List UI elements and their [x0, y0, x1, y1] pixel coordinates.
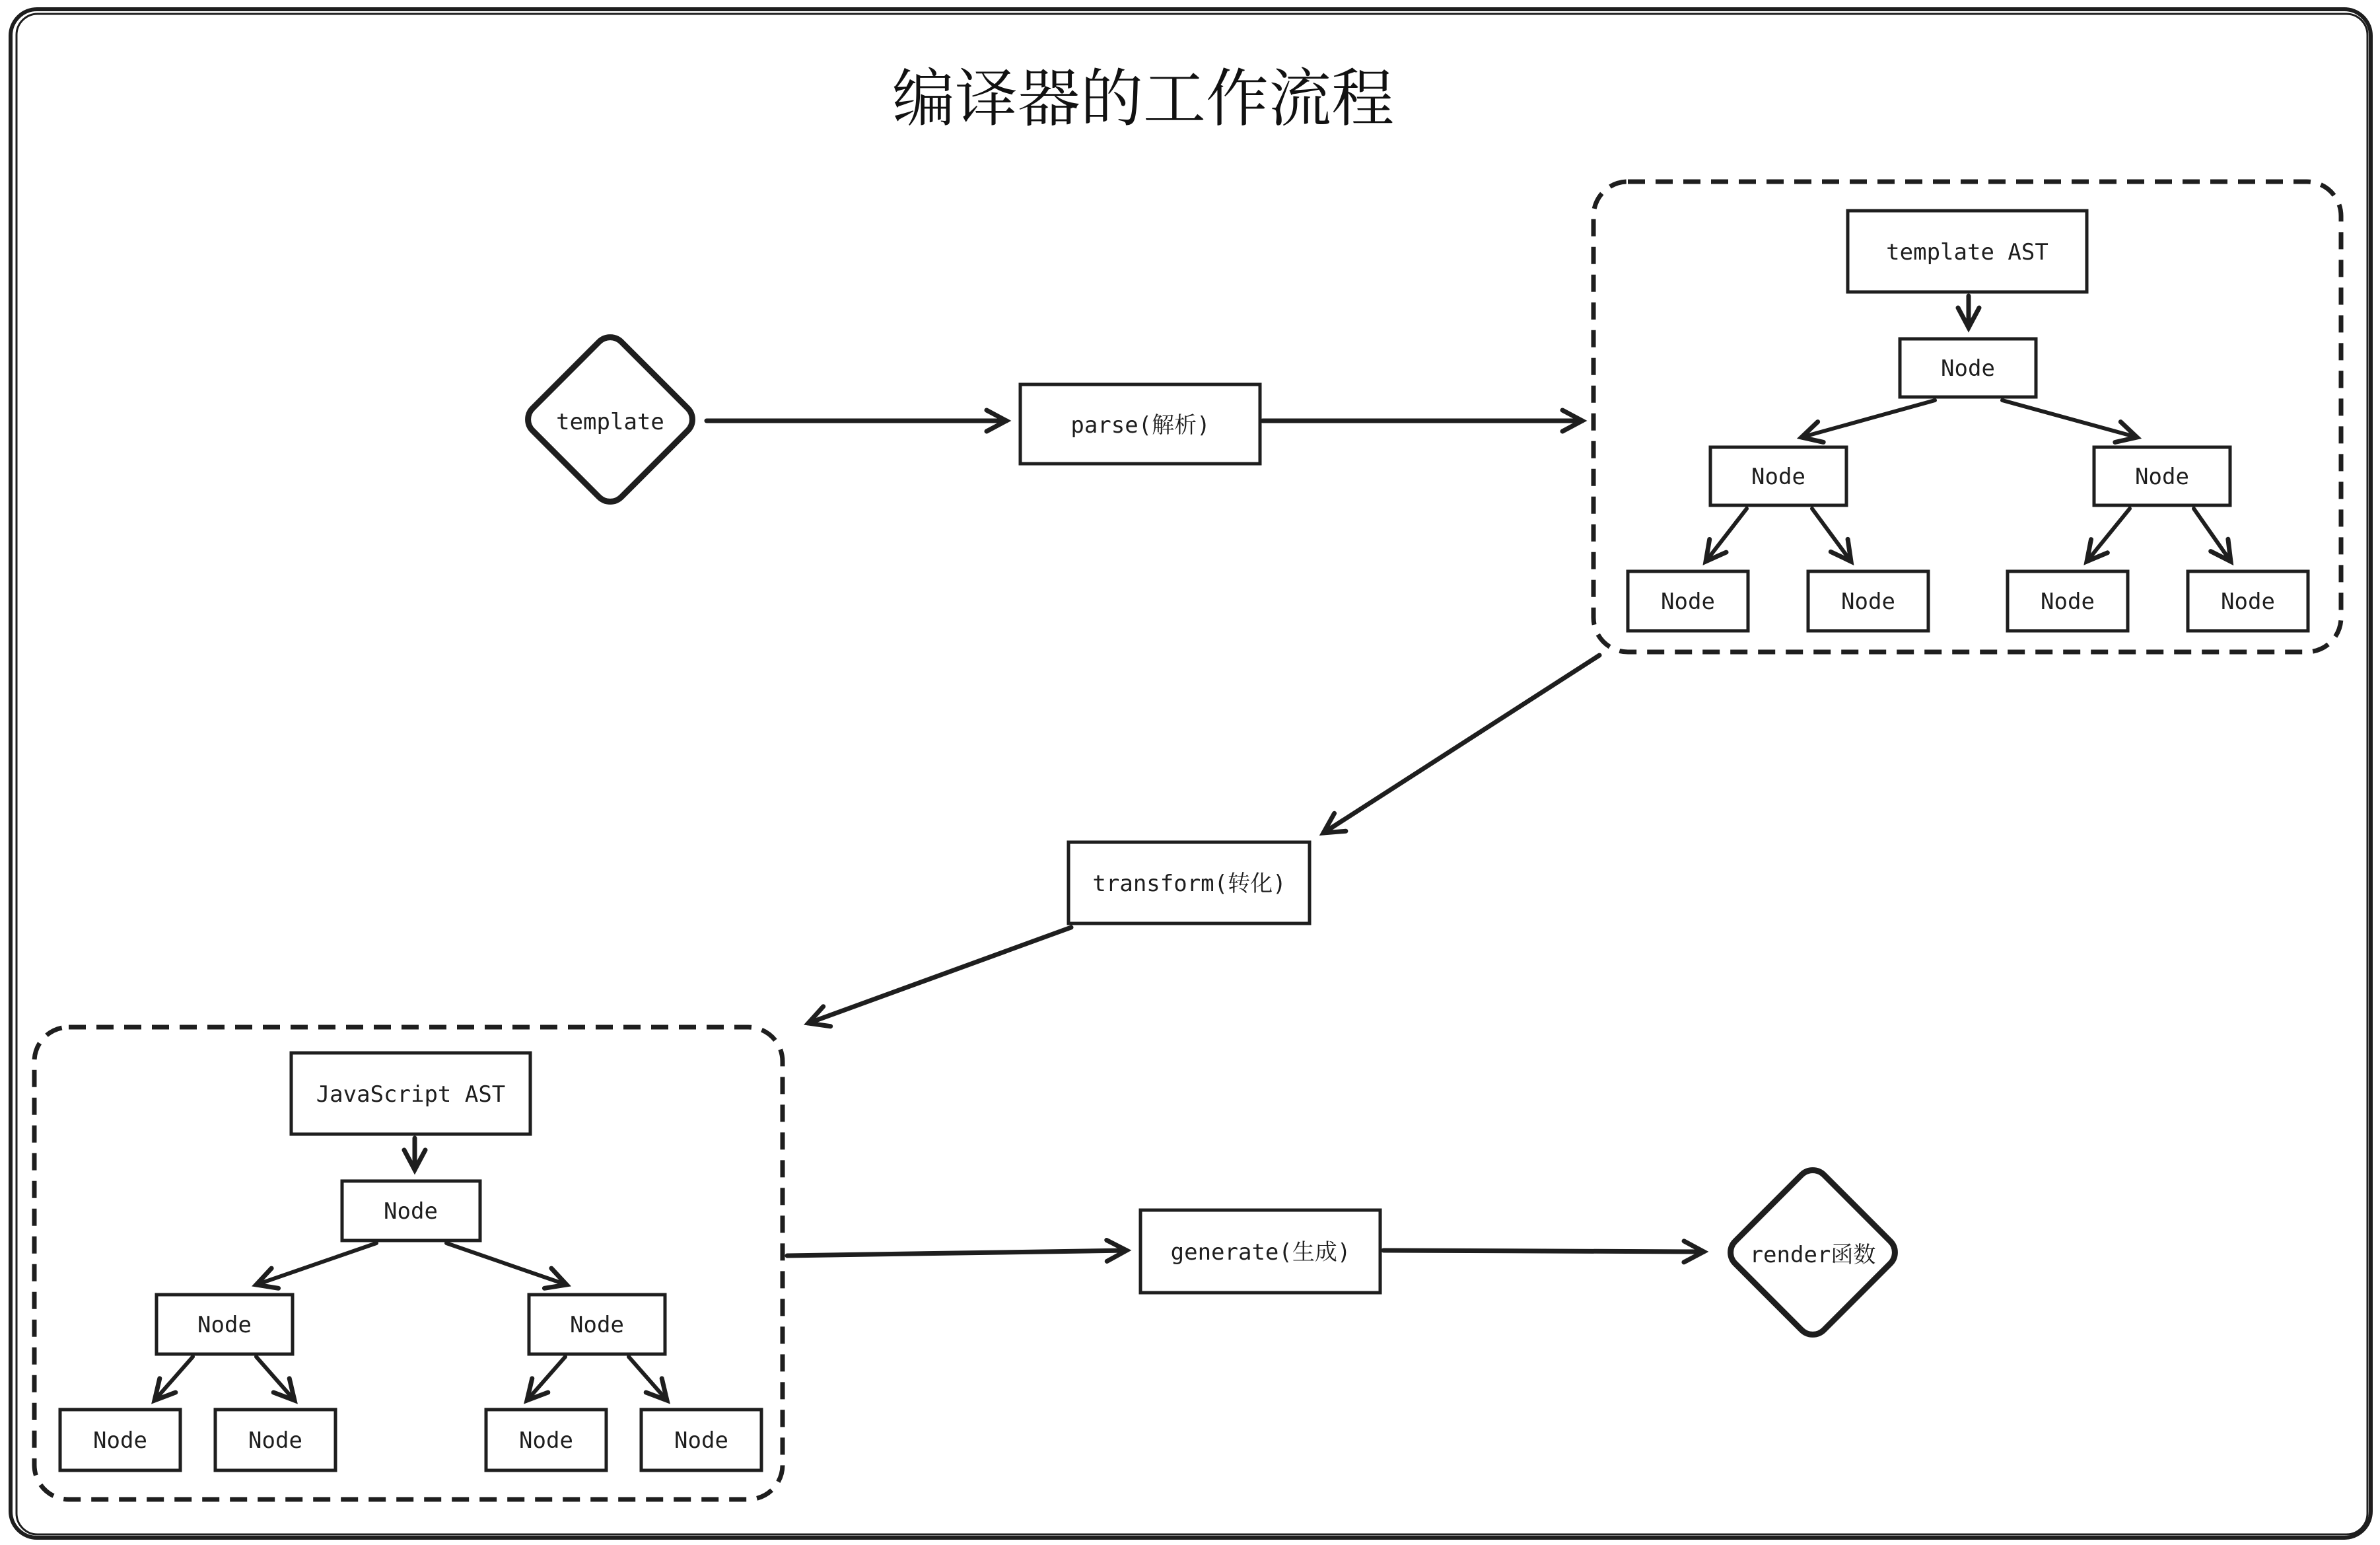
javascript-ast-right-label: Node [570, 1312, 624, 1338]
javascript-ast-group [34, 1027, 783, 1499]
render-diamond [1724, 1164, 1902, 1342]
page-title: 编译器的工作流程 [892, 63, 1395, 135]
javascript-ast-leaf4-label: Node [674, 1427, 728, 1454]
javascript-ast-leaf3-label: Node [519, 1427, 573, 1454]
template-ast-leaf1-label: Node [1661, 589, 1715, 615]
template-ast-title: template AST [1886, 239, 2048, 266]
template-ast-right-label: Node [2135, 464, 2189, 490]
arrow-javascript-ast-root-to-left [256, 1243, 376, 1285]
template-diamond [522, 331, 699, 509]
template-ast-leaf4-label: Node [2221, 589, 2275, 615]
transform-box [1068, 842, 1310, 923]
template-ast-root-label: Node [1941, 355, 1995, 382]
javascript-ast-root-label: Node [384, 1198, 438, 1225]
arrow-javascript-ast-to-generate [787, 1250, 1127, 1256]
arrow-template-ast-to-transform [1323, 655, 1599, 833]
arrow-javascript-ast-right-to-leaf4 [629, 1357, 667, 1400]
arrow-javascript-ast-root-to-right [446, 1243, 567, 1285]
arrow-template-ast-right-to-leaf4 [2194, 509, 2231, 561]
arrow-transform-to-javascript-ast [808, 927, 1071, 1023]
template-ast-group [1593, 182, 2341, 652]
template-diamond-label: template [556, 409, 664, 435]
arrow-template-ast-right-to-leaf3 [2087, 509, 2130, 561]
template-ast-leaf2-label: Node [1841, 589, 1895, 615]
javascript-ast-left-label: Node [197, 1312, 252, 1338]
arrow-generate-to-render [1383, 1250, 1704, 1252]
arrow-javascript-ast-left-to-leaf2 [256, 1357, 295, 1400]
arrow-javascript-ast-left-to-leaf1 [155, 1357, 193, 1400]
render-diamond-label: render函数 [1749, 1242, 1876, 1268]
arrow-template-ast-left-to-leaf2 [1812, 509, 1851, 561]
arrow-javascript-ast-right-to-leaf3 [527, 1357, 565, 1400]
generate-label: generate(生成) [1170, 1239, 1351, 1266]
generate-box [1140, 1210, 1380, 1293]
javascript-ast-title: JavaScript AST [316, 1081, 506, 1108]
template-ast-leaf3-label: Node [2041, 589, 2095, 615]
template-ast-left-label: Node [1751, 464, 1805, 490]
parse-box [1020, 384, 1260, 464]
arrow-template-ast-root-to-right [2002, 400, 2137, 437]
arrow-template-ast-left-to-leaf1 [1706, 509, 1747, 561]
parse-label: parse(解析) [1070, 412, 1210, 439]
transform-label: transform(转化) [1092, 871, 1286, 897]
arrow-template-ast-root-to-left [1802, 400, 1935, 437]
javascript-ast-leaf2-label: Node [248, 1427, 302, 1454]
javascript-ast-leaf1-label: Node [93, 1427, 147, 1454]
